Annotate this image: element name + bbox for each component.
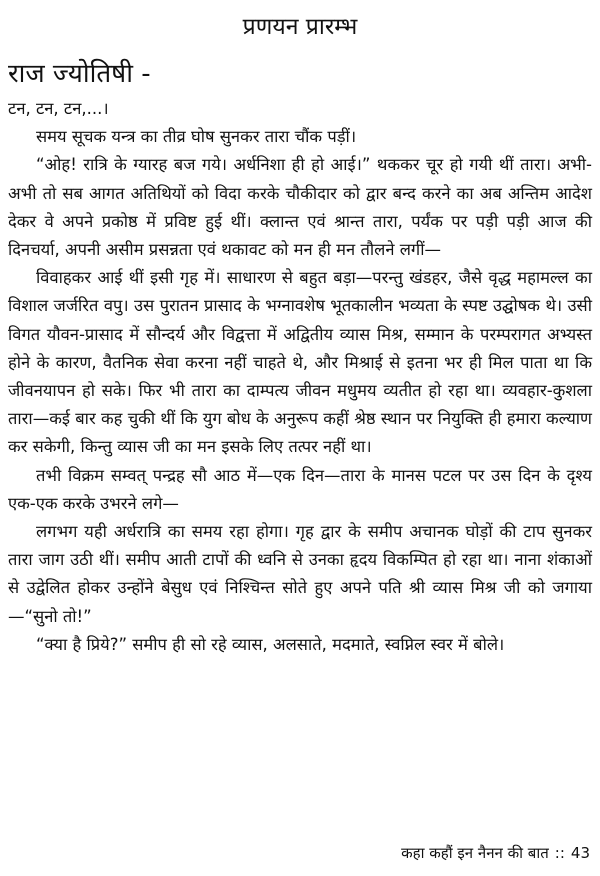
body-text [8, 95, 592, 659]
chapter-title: प्रणयन प्रारम्भ [242, 14, 358, 40]
footer-separator: :: [554, 844, 565, 862]
paragraph: “ओह! रात्रि के ग्यारह बज गये। अर्धनिशा ही हो आई।” थककर चूर हो गयी थीं तारा। अभी-अभी तो सब आगत अतिथियों को विदा करके चौकीदार को द्वार बन्द करने का अब अन्तिम आदेश देकर वे अपने प्रकोष्ठ में प्रविष्ट हुई थीं। क्लान्त एवं श्रान्त तारा, पर्यंक पर पड़ी पड़ी आज की दिनचर्या, अपनी असीम प्रसन्नता एवं थकावट को मन ही मन तौलने लगीं— [8, 155, 592, 260]
paragraph: समय सूचक यन्त्र का तीव्र घोष सुनकर तारा चौंक पड़ीं। [36, 127, 357, 147]
section-heading: राज ज्योतिषी - [8, 59, 151, 89]
paragraph: “क्या है प्रिये?” समीप ही सो रहे व्यास, अलसाते, मदमाते, स्वप्निल स्वर में बोले। [36, 634, 505, 654]
paragraph: विवाहकर आई थीं इसी गृह में। साधारण से बहुत बड़ा—परन्तु खंडहर, जैसे वृद्ध महामल्ल का विशाल जर्जरित वपु। उस पुरातन प्रासाद के भग्नावशेष भूतकालीन भव्यता के स्पष्ट उद्घोषक थे। उसी विगत यौवन-प्रासाद में सौन्दर्य और विद्वत्ता में अद्वितीय व्यास मिश्र, सम्मान के परम्परागत अभ्यस्त होने के कारण, वैतनिक सेवा करना नहीं चाहते थे, और मिश्राई से इतना भर ही मिल पाता था कि जीवनयापन हो सके। फिर भी तारा का दाम्पत्य जीवन मधुमय व्यतीत हो रहा था। व्यवहार-कुशला तारा—कई बार कह चुकी थीं कि युग बोध के अनुरूप कहीं श्रेष्ठ स्थान पर नियुक्ति ही हमारा कल्याण कर सकेगी, किन्तु व्यास जी का मन इसके लिए तत्पर नहीं था। [8, 268, 592, 457]
paragraph: लगभग यही अर्धरात्रि का समय रहा होगा। गृह द्वार के समीप अचानक घोड़ों की टाप सुनकर तारा जाग उठी थीं। समीप आती टापों की ध्वनि से उनका हृदय विकम्पित हो रहा था। नाना शंकाओं से उद्वेलित होकर उन्होंने बेसुध एवं निश्चिन्त सोते हुए अपने पति श्री व्यास मिश्र जी को जगाया—“सुनो तो!” [8, 522, 592, 626]
page-number: 43 [570, 844, 590, 862]
paragraph: टन, टन, टन,...। [8, 99, 109, 118]
paragraph: तभी विक्रम सम्वत् पन्द्रह सौ आठ में—एक दिन—तारा के मानस पटल पर उस दिन के दृश्य एक-एक करके उभरने लगे— [8, 465, 592, 513]
running-title: कहा कहौं इन नैनन की बात [401, 844, 549, 862]
page-footer [401, 842, 590, 864]
